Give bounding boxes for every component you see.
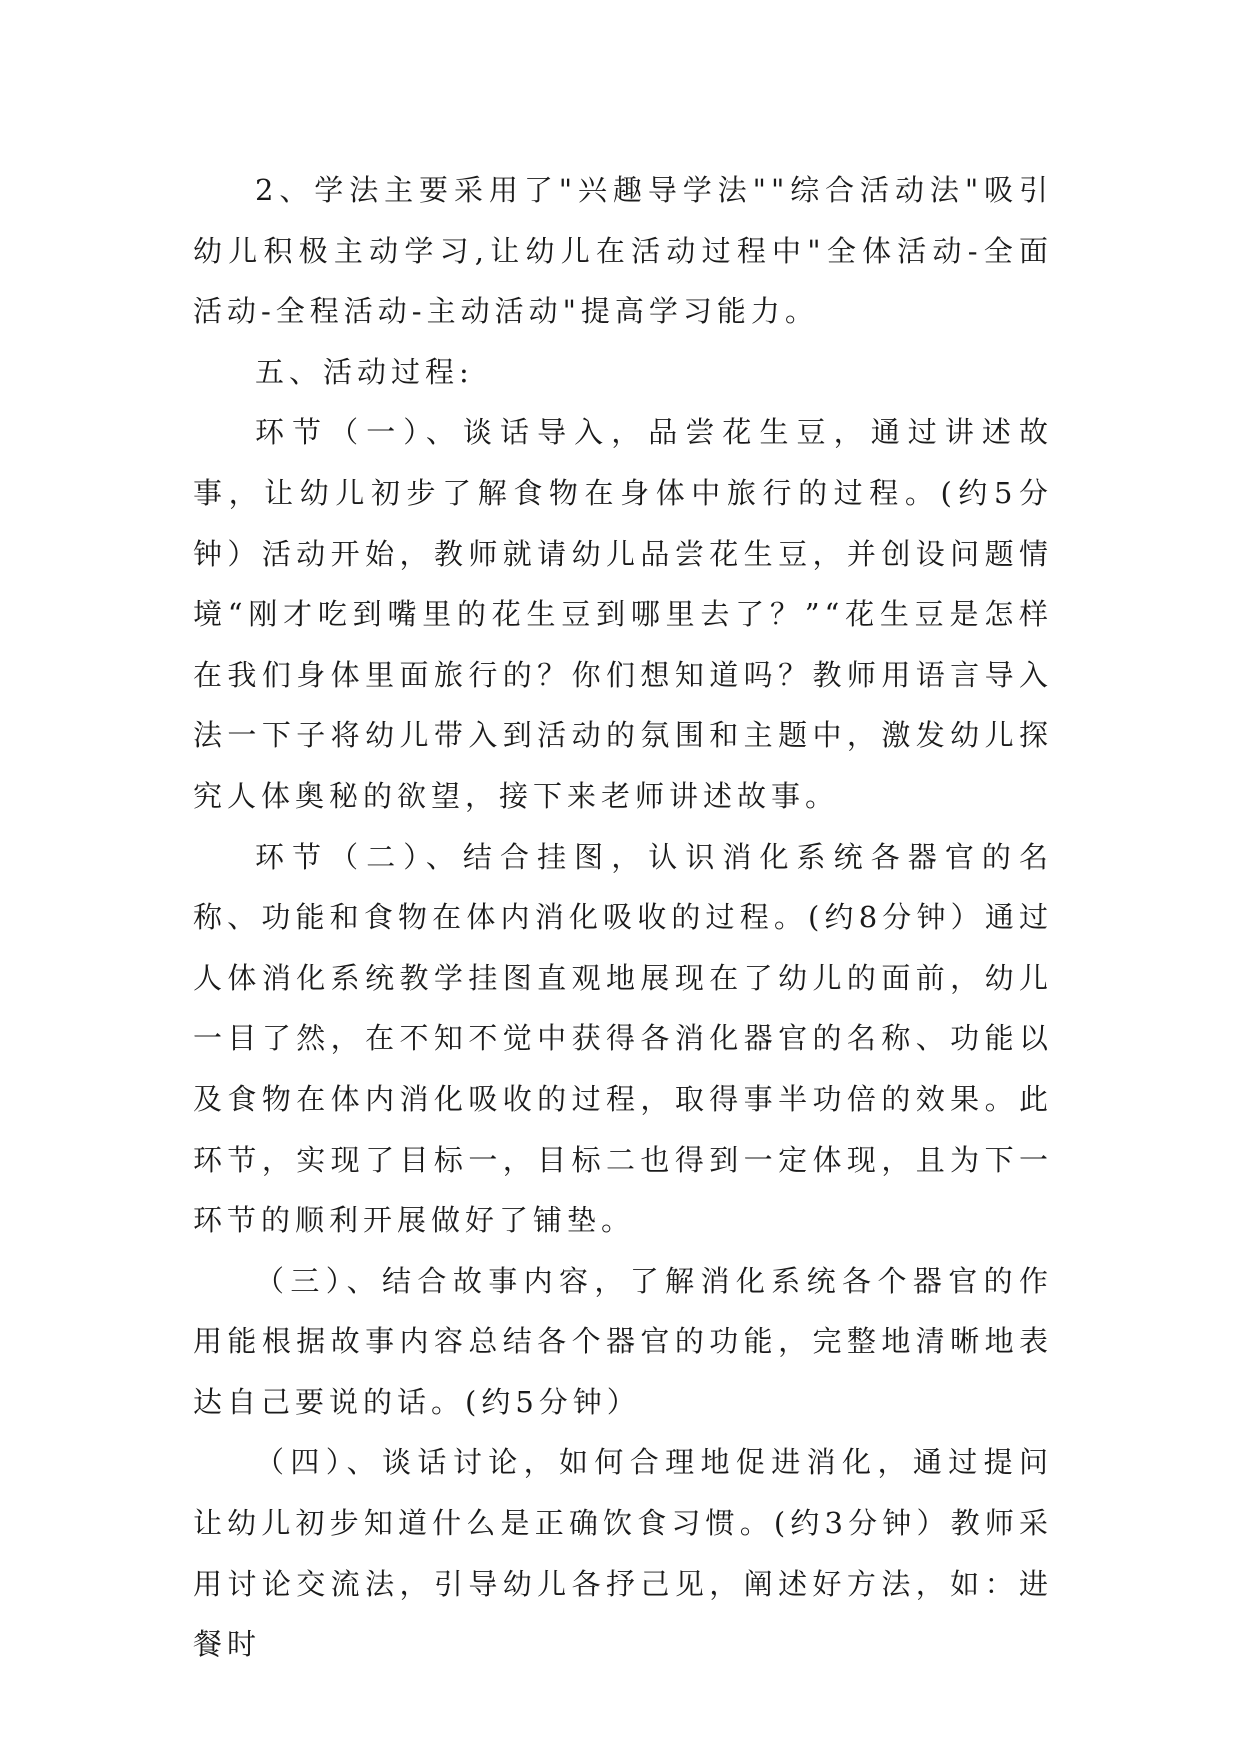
heading-activity-process: 五、活动过程:	[255, 354, 474, 389]
document-body	[193, 160, 1053, 1675]
paragraph-step-four: （四）、谈话讨论，如何合理地促进消化，通过提问让幼儿初步知道什么是正确饮食习惯。(约3分钟）教师采用讨论交流法，引导幼儿各抒己见，阐述好方法，如：进餐时	[193, 1445, 1053, 1662]
paragraph-study-method: 2、学法主要采用了"兴趣导学法""综合活动法"吸引幼儿积极主动学习,让幼儿在活动过程中"全体活动-全面活动-全程活动-主动活动"提高学习能力。	[193, 173, 1053, 329]
paragraph-step-one: 环节（一）、谈话导入，品尝花生豆，通过讲述故事，让幼儿初步了解食物在身体中旅行的过程。(约5分钟）活动开始，教师就请幼儿品尝花生豆，并创设问题情境“刚才吃到嘴里的花生豆到哪里去了？”“花生豆是怎样在我们身体里面旅行的？你们想知道吗？教师用语言导入法一下子将幼儿带入到活动的氛围和主题中，激发幼儿探究人体奥秘的欲望，接下来老师讲述故事。	[193, 415, 1053, 813]
paragraph-step-two: 环节（二）、结合挂图，认识消化系统各器官的名称、功能和食物在体内消化吸收的过程。(约8分钟）通过人体消化系统教学挂图直观地展现在了幼儿的面前，幼儿一目了然，在不知不觉中获得各消化器官的名称、功能以及食物在体内消化吸收的过程，取得事半功倍的效果。此环节，实现了目标一，目标二也得到一定体现，且为下一环节的顺利开展做好了铺垫。	[193, 839, 1053, 1238]
paragraph-step-three: （三）、结合故事内容，了解消化系统各个器官的作用能根据故事内容总结各个器官的功能，完整地清晰地表达自己要说的话。(约5分钟）	[193, 1263, 1053, 1419]
